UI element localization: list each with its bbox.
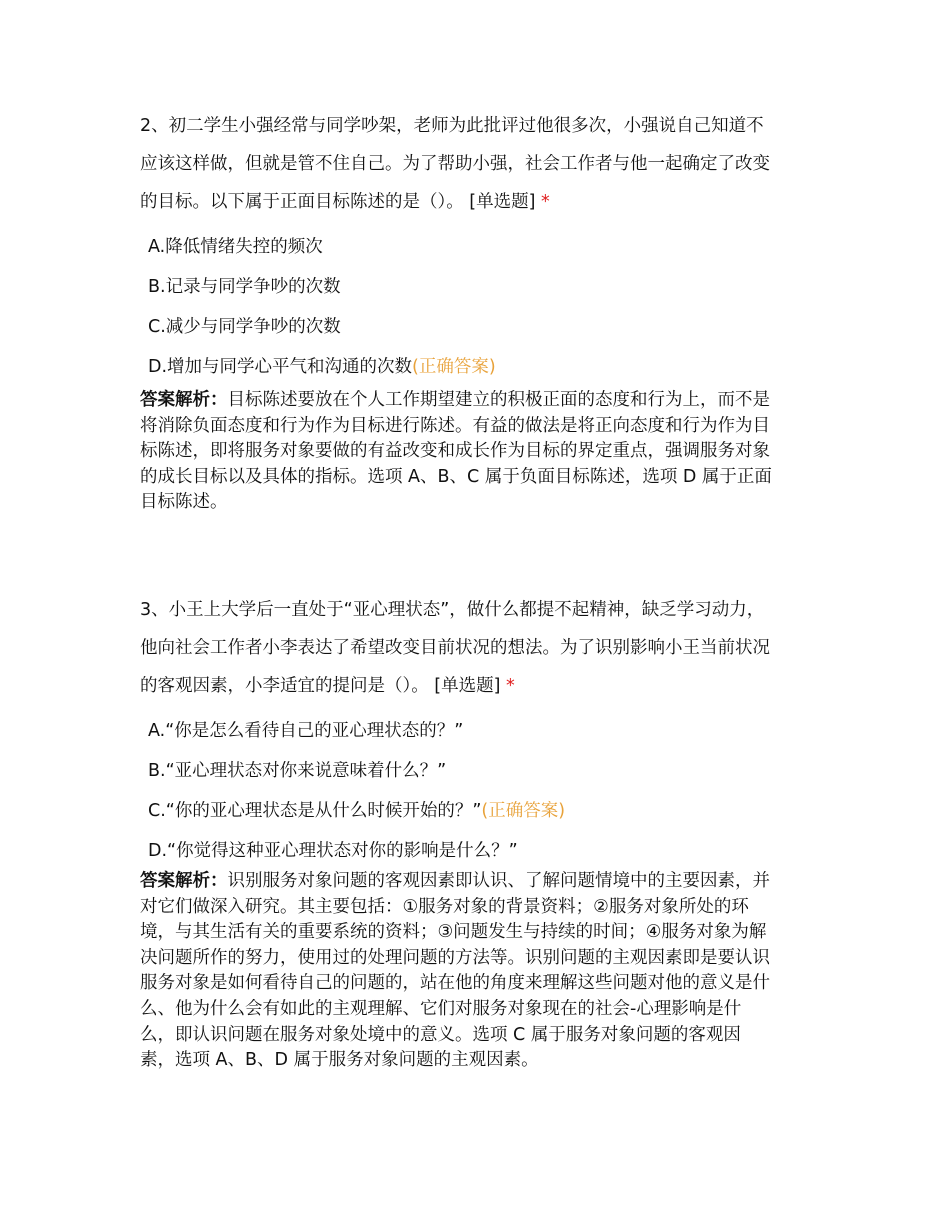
answer-analysis (140, 388, 820, 516)
stem-text: 的目标。以下属于正面目标陈述的是（）。 [单选题] (140, 192, 542, 212)
analysis-line (140, 869, 820, 895)
stem-line: 3、小王上大学后一直处于“亚心理状态”，做什么都提不起精神，缺乏学习动力， (140, 600, 765, 620)
analysis-line: 么、他为什么会有如此的主观理解、它们对服务对象现在的社会-心理影响是什 (140, 998, 742, 1019)
options-list (140, 711, 820, 871)
option-d[interactable] (140, 831, 820, 871)
question-2 (140, 107, 820, 516)
analysis-line: 素，选项 A、B、D 属于服务对象问题的主观因素。 (140, 1050, 539, 1071)
analysis-line: 对它们做深入研究。其主要包括：①服务对象的背景资料；②服务对象所处的环 (140, 896, 749, 917)
option-text: C.减少与同学争吵的次数 (148, 317, 341, 337)
stem-line: 他向社会工作者小李表达了希望改变目前状况的想法。为了识别影响小王当前状况 (140, 638, 770, 658)
option-c[interactable] (140, 307, 820, 347)
question-3 (140, 591, 820, 1074)
option-text: B.“亚心理状态对你来说意味着什么？” (148, 761, 447, 781)
analysis-line: 的成长目标以及具体的指标。选项 A、B、C 属于负面目标陈述，选项 D 属于正面 (140, 466, 772, 487)
option-b[interactable] (140, 751, 820, 791)
option-c[interactable] (140, 791, 820, 831)
analysis-label: 答案解析： (140, 871, 228, 891)
analysis-line: 将消除负面态度和行为作为目标进行陈述。有益的做法是将正向态度和行为作为目 (140, 415, 770, 436)
correct-answer-tag: (正确答案) (412, 357, 496, 377)
analysis-line (140, 388, 820, 414)
option-a[interactable] (140, 711, 820, 751)
analysis-line: 目标陈述。 (140, 492, 228, 513)
stem-line: 2、初二学生小强经常与同学吵架，老师为此批评过他很多次，小强说自己知道不 (140, 116, 764, 136)
option-b[interactable] (140, 267, 820, 307)
option-text: B.记录与同学争吵的次数 (148, 277, 341, 297)
stem-text: 的客观因素，小李适宜的提问是（）。 [单选题] (140, 676, 507, 696)
options-list (140, 227, 820, 387)
option-text: A.“你是怎么看待自己的亚心理状态的？” (148, 721, 464, 741)
analysis-line: 么，即认识问题在服务对象处境中的意义。选项 C 属于服务对象问题的客观因 (140, 1024, 741, 1045)
answer-analysis (140, 869, 820, 1074)
option-d[interactable] (140, 347, 820, 387)
stem-line (140, 667, 820, 705)
question-stem (140, 591, 820, 705)
required-mark: * (541, 192, 550, 212)
option-a[interactable] (140, 227, 820, 267)
stem-line (140, 183, 820, 221)
analysis-label: 答案解析： (140, 390, 228, 410)
analysis-text: 识别服务对象问题的客观因素即认识、了解问题情境中的主要因素，并 (227, 871, 770, 891)
stem-line: 应该这样做，但就是管不住自己。为了帮助小强，社会工作者与他一起确定了改变 (140, 154, 770, 174)
analysis-line: 决问题所作的努力，使用过的处理问题的方法等。识别问题的主观因素即是要认识 (140, 947, 770, 968)
option-text: A.降低情绪失控的频次 (148, 237, 323, 257)
option-text: D.增加与同学心平气和沟通的次数 (148, 357, 413, 377)
analysis-line: 标陈述，即将服务对象要做的有益改变和成长作为目标的界定重点，强调服务对象 (140, 441, 770, 462)
analysis-text: 目标陈述要放在个人工作期望建立的积极正面的态度和行为上，而不是 (227, 390, 770, 410)
option-text: D.“你觉得这种亚心理状态对你的影响是什么？” (148, 841, 518, 861)
required-mark: * (506, 676, 515, 696)
question-stem (140, 107, 820, 221)
analysis-line: 服务对象是如何看待自己的问题的，站在他的角度来理解这些问题对他的意义是什 (140, 973, 770, 994)
correct-answer-tag: (正确答案) (481, 801, 566, 821)
option-text: C.“你的亚心理状态是从什么时候开始的？” (148, 801, 482, 821)
analysis-line: 境，与其生活有关的重要系统的资料；③问题发生与持续的时间；④服务对象为解 (140, 922, 767, 943)
